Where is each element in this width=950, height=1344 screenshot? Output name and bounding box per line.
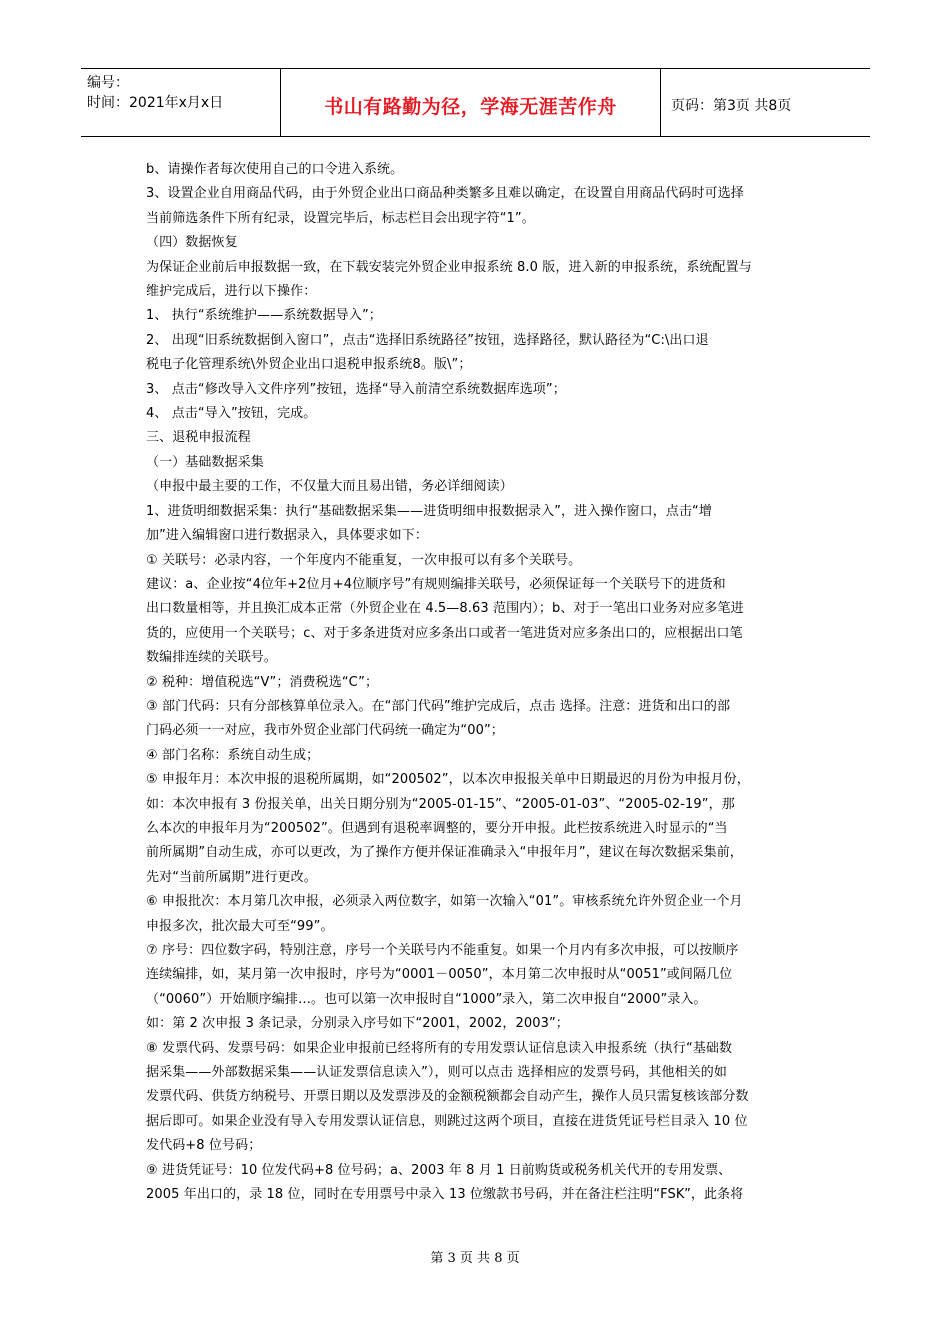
- text-line: 税电子化管理系统\外贸企业出口退税申报系统8。版\”；: [146, 357, 472, 373]
- text-line: ② 税种：增值税选“V”；消费税选“C”；: [146, 674, 379, 690]
- text-line: 连续编排，如，某月第一次申报时，序号为“0001－0050”，本月第二次申报时从“0051”或间隔几位: [146, 967, 733, 983]
- text-line: 出口数量相等，并且换汇成本正常（外贸企业在 4.5—8.63 范围内）；b、对于一笔出口业务对应多笔进: [146, 601, 744, 617]
- text-line: （申报中最主要的工作，不仅量大而且易出错，务必详细阅读）: [146, 479, 513, 495]
- text-line: 门码必须一一对应，我市外贸企业部门代码统一确定为“00”；: [146, 723, 504, 739]
- header-info-cell: [81, 69, 281, 136]
- page-header: [81, 68, 870, 137]
- text-line: 3、设置企业自用商品代码，由于外贸企业出口商品种类繁多且难以确定，在设置自用商品代码时可选择: [146, 186, 744, 202]
- text-line: 2、 出现“旧系统数据倒入窗口”，点击“选择旧系统路径”按钮，选择路径，默认路径为“C:\出口退: [146, 332, 709, 348]
- text-line: ④ 部门名称：系统自动生成；: [146, 747, 320, 763]
- text-line: 维护完成后，进行以下操作：: [146, 284, 317, 300]
- text-line: ① 关联号：必录内容，一个年度内不能重复，一次申报可以有多个关联号。: [146, 552, 582, 568]
- document-number-label: 编号：: [87, 75, 129, 91]
- text-line: b、请操作者每次使用自己的口令进入系统。: [146, 162, 404, 177]
- text-line: 据采集——外部数据采集——认证发票信息读入”），则可以点击 选择相应的发票号码，其他相关的如: [146, 1065, 727, 1081]
- header-motto: 书山有路勤为径，学海无涯苦作舟: [281, 69, 661, 136]
- text-line: （“0060”）开始顺序编排…。也可以第一次申报时自“1000”录入，第二次申报自“2000”录入。: [146, 991, 707, 1007]
- document-body: [146, 158, 811, 1207]
- document-time-label: 时间：2021年x月x日: [87, 95, 224, 111]
- text-line: 加”进入编辑窗口进行数据录入，具体要求如下：: [146, 528, 428, 544]
- text-line: ⑧ 发票代码、发票号码：如果企业申报前已经将所有的专用发票认证信息读入申报系统（执行“基础数: [146, 1040, 733, 1056]
- text-line: ⑨ 进货凭证号：10 位发代码+8 位号码；a、2003 年 8 月 1 日前购货或税务机关代开的专用发票、: [146, 1162, 732, 1178]
- text-line: 如：本次申报有 3 份报关单，出关日期分别为“2005-01-15”、“2005-01-03”、“2005-02-19”，那: [146, 796, 735, 812]
- text-line: 为保证企业前后申报数据一致，在下载安装完外贸企业申报系统 8.0 版，进入新的申报系统，系统配置与: [146, 259, 752, 275]
- text-line: 据后即可。如果企业没有导入专用发票认证信息，则跳过这两个项目，直接在进货凭证号栏目录入 10 位: [146, 1113, 748, 1129]
- page-footer: 第 3 页 共 8 页: [430, 1251, 520, 1266]
- text-line: 2005 年出口的，录 18 位，同时在专用票号中录入 13 位缴款书号码，并在备注栏注明“FSK”，此条将: [146, 1187, 744, 1203]
- text-line: 申报多次，批次最大可至“99”。: [146, 918, 334, 934]
- text-line: ⑥ 申报批次：本月第几次申报，必须录入两位数字，如第一次输入“01”。审核系统允许外贸企业一个月: [146, 894, 743, 910]
- text-line: 么本次的申报年月为“200502”。但遇到有退税率调整的，要分开申报。此栏按系统进入时显示的“当: [146, 820, 728, 836]
- text-line: ⑤ 申报年月：本次申报的退税所属期，如“200502”，以本次申报报关单中日期最迟的月份为申报月份，: [146, 772, 750, 788]
- text-line: 数编排连续的关联号。: [146, 650, 278, 666]
- text-line: ⑦ 序号：四位数字码，特别注意，序号一个关联号内不能重复。如果一个月内有多次申报，可以按顺序: [146, 943, 739, 958]
- text-line: （一）基础数据采集: [146, 454, 264, 470]
- text-line: ③ 部门代码：只有分部核算单位录入。在“部门代码”维护完成后，点击 选择。注意：进货和出口的部: [146, 698, 731, 714]
- text-line: 当前筛选条件下所有纪录，设置完毕后，标志栏目会出现字符“1”。: [146, 210, 535, 226]
- text-line: 1、 执行“系统维护——系统数据导入”；: [146, 308, 382, 324]
- text-line: 发票代码、供货方纳税号、开票日期以及发票涉及的金额税额都会自动产生，操作人员只需复核该部分数: [146, 1089, 749, 1105]
- text-line: 三、退税申报流程: [146, 430, 251, 446]
- text-line: 建议：a、企业按“4位年+2位月+4位顺序号”有规则编排关联号，必须保证每一个关联号下的进货和: [146, 576, 726, 592]
- text-line: 如：第 2 次申报 3 条记录，分别录入序号如下“2001，2002，2003”；: [146, 1016, 569, 1032]
- text-line: 4、 点击“导入”按钮，完成。: [146, 406, 317, 422]
- text-line: 3、 点击“修改导入文件序列”按钮，选择“导入前清空系统数据库选项”；: [146, 381, 566, 397]
- text-line: 货的，应使用一个关联号；c、对于多条进货对应多条出口或者一笔进货对应多条出口的，应根据出口笔: [146, 625, 743, 641]
- text-line: 前所属期”自动生成，亦可以更改，为了操作方便并保证准确录入“申报年月”，建议在每次数据采集前，: [146, 845, 743, 861]
- text-line: 1、进货明细数据采集：执行“基础数据采集——进货明细申报数据录入”，进入操作窗口，点击“增: [146, 503, 712, 519]
- header-page-info: 页码：第3页 共8页: [671, 97, 792, 114]
- text-line: 先对“当前所属期”进行更改。: [146, 869, 317, 885]
- text-line: （四）数据恢复: [146, 235, 238, 251]
- text-line: 发代码+8 位号码；: [146, 1138, 262, 1154]
